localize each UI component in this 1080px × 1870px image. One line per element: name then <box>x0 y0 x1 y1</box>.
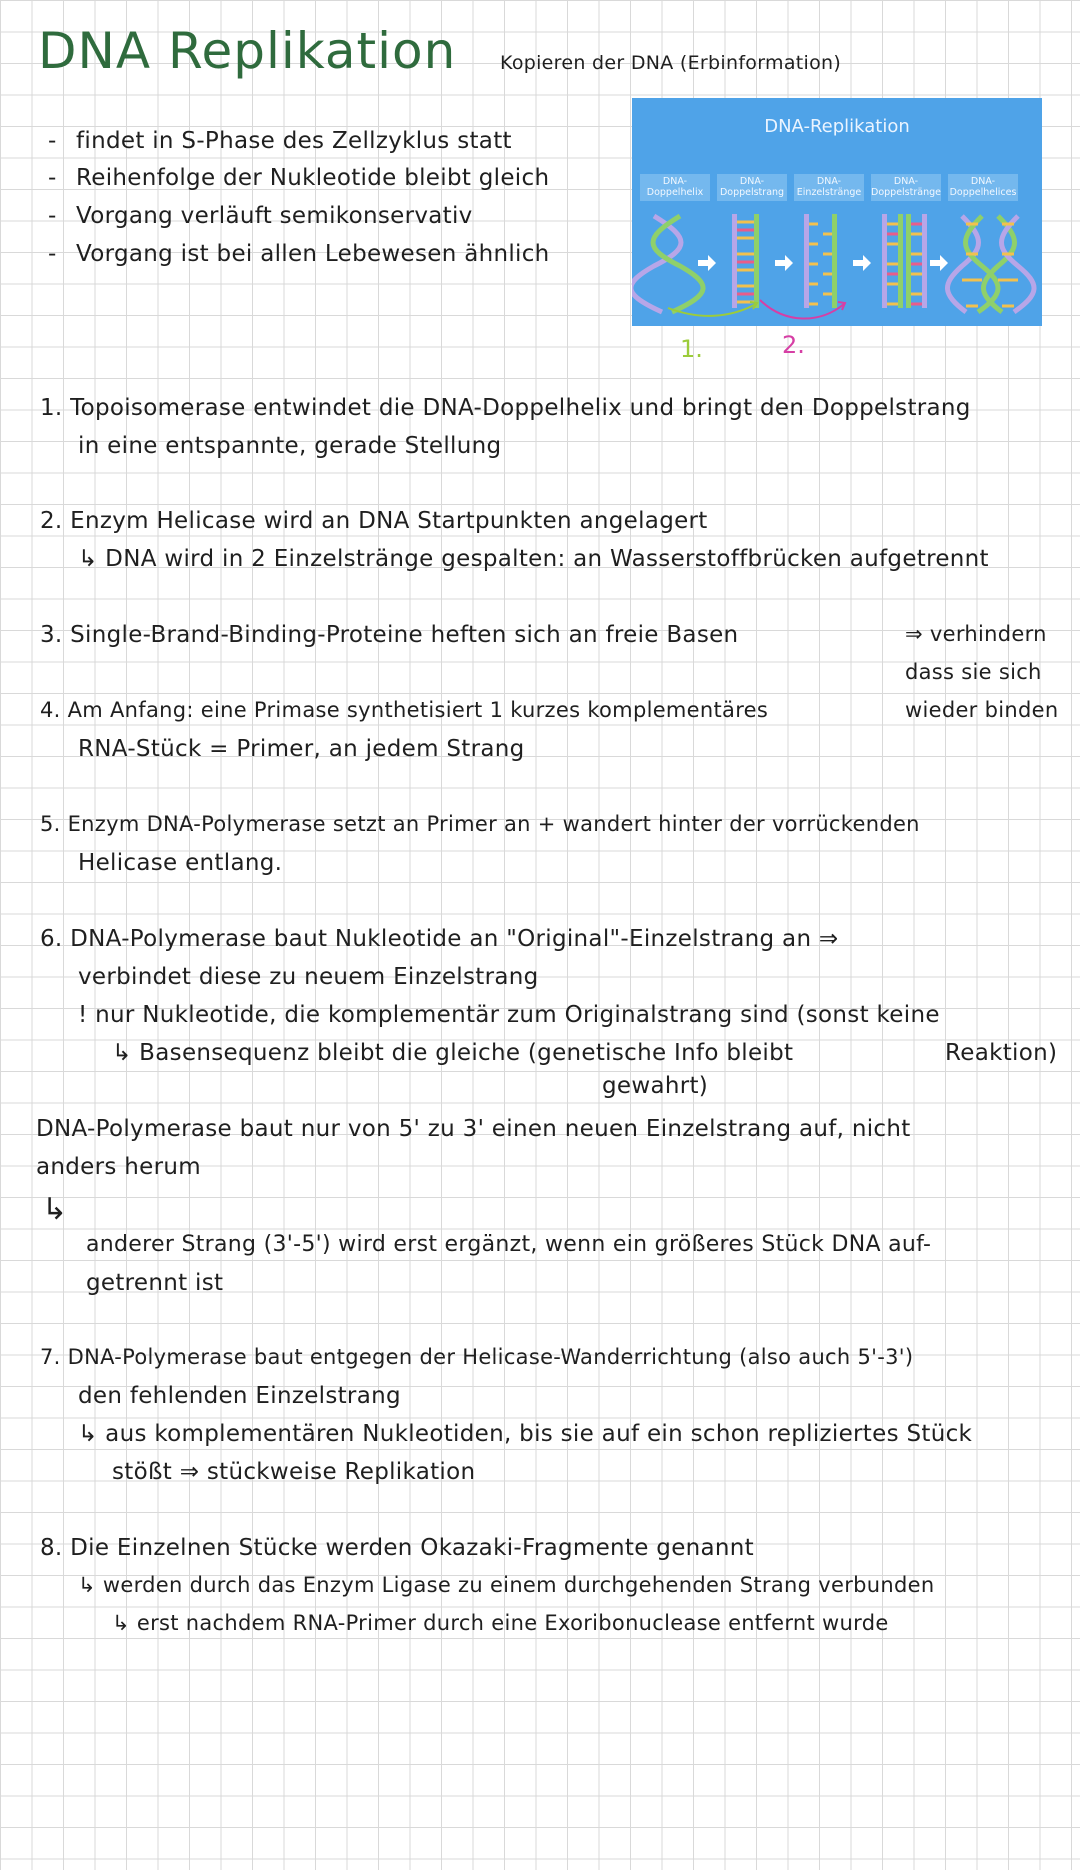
figure-label-einzelstraenge: DNA- Einzelstränge <box>794 174 864 201</box>
step-1-line: in eine entspannte, gerade Stellung <box>78 433 502 459</box>
bullet-item: - Reihenfolge der Nukleotide bleibt gleich <box>48 165 550 191</box>
bullet-item: - Vorgang verläuft semikonservativ <box>48 203 473 229</box>
step-4-line: RNA-Stück = Primer, an jedem Strang <box>78 736 525 762</box>
arrow-label-1: 1. <box>680 335 703 363</box>
step-5-line: Helicase entlang. <box>78 850 283 876</box>
page-title: DNA Replikation <box>38 22 457 80</box>
step-6-line: verbindet diese zu neuem Einzelstrang <box>78 964 539 990</box>
handdrawn-arrows <box>660 290 860 330</box>
pink-arrow-icon <box>760 300 844 319</box>
step-7-line: den fehlenden Einzelstrang <box>78 1383 401 1409</box>
step-3-line: 3. Single-Brand-Binding-Proteine heften sich an freie Basen <box>40 622 739 648</box>
arrow-label-2: 2. <box>782 331 805 359</box>
step-6-line: Reaktion) <box>945 1040 1058 1066</box>
step-7-line: 7. DNA-Polymerase baut entgegen der Helicase-Wanderrichtung (also auch 5'-3') <box>40 1345 914 1369</box>
figure-title: DNA-Replikation <box>764 116 910 137</box>
bullet-item: - Vorgang ist bei allen Lebewesen ähnlich <box>48 241 550 267</box>
dna-double-helices-graphic <box>947 216 1034 312</box>
step-3-side-note: wieder binden <box>905 698 1059 722</box>
note-line: getrennt ist <box>86 1270 224 1296</box>
step-3-side-note: ⇒ verhindern <box>905 622 1047 646</box>
step-3-side-note: dass sie sich <box>905 660 1042 684</box>
note-line: anders herum <box>36 1154 201 1180</box>
step-7-line: ↳ aus komplementären Nukleotiden, bis sie auf ein schon repliziertes Stück <box>78 1421 973 1447</box>
page-subtitle: Kopieren der DNA (Erbinformation) <box>500 52 842 74</box>
figure-label-doppelstrang: DNA- Doppelstrang <box>717 174 787 201</box>
step-5-line: 5. Enzym DNA-Polymerase setzt an Primer an + wandert hinter der vorrückenden <box>40 812 920 836</box>
step-2-line: 2. Enzym Helicase wird an DNA Startpunkten angelagert <box>40 508 708 534</box>
step-8-line: ↳ erst nachdem RNA-Primer durch eine Exoribonuclease entfernt wurde <box>112 1611 889 1635</box>
figure-label-doppelhelix: DNA- Doppelhelix <box>640 174 710 201</box>
step-4-line: 4. Am Anfang: eine Primase synthetisiert 1 kurzes komplementäres <box>40 698 769 722</box>
green-arrow-icon <box>668 304 756 316</box>
step-1-line: 1. Topoisomerase entwindet die DNA-Doppelhelix und bringt den Doppelstrang <box>40 395 971 421</box>
step-6-line: ↳ Basensequenz bleibt die gleiche (genetische Info bleibt <box>112 1040 794 1066</box>
note-arrow-icon: ↳ <box>42 1192 68 1227</box>
step-6-line: gewahrt) <box>602 1073 709 1099</box>
figure-label-doppelstraenge: DNA- Doppelstränge <box>871 174 941 201</box>
note-line: DNA-Polymerase baut nur von 5' zu 3' einen neuen Einzelstrang auf, nicht <box>36 1116 911 1142</box>
note-line: anderer Strang (3'-5') wird erst ergänzt, wenn ein größeres Stück DNA auf- <box>86 1232 932 1257</box>
step-8-line: ↳ werden durch das Enzym Ligase zu einem durchgehenden Strang verbunden <box>78 1573 935 1597</box>
bullet-item: - findet in S-Phase des Zellzyklus statt <box>48 128 512 154</box>
step-2-line: ↳ DNA wird in 2 Einzelstränge gespalten: an Wasserstoffbrücken aufgetrennt <box>78 546 989 572</box>
dna-double-ladders-graphic <box>882 214 927 308</box>
step-8-line: 8. Die Einzelnen Stücke werden Okazaki-Fragmente genannt <box>40 1535 754 1561</box>
step-6-line: 6. DNA-Polymerase baut Nukleotide an "Original"-Einzelstrang an ⇒ <box>40 926 839 952</box>
figure-label-doppelhelices: DNA- Doppelhelices <box>948 174 1018 201</box>
step-6-line: ! nur Nukleotide, die komplementär zum Originalstrang sind (sonst keine <box>78 1002 940 1028</box>
step-7-line: stößt ⇒ stückweise Replikation <box>112 1459 476 1485</box>
